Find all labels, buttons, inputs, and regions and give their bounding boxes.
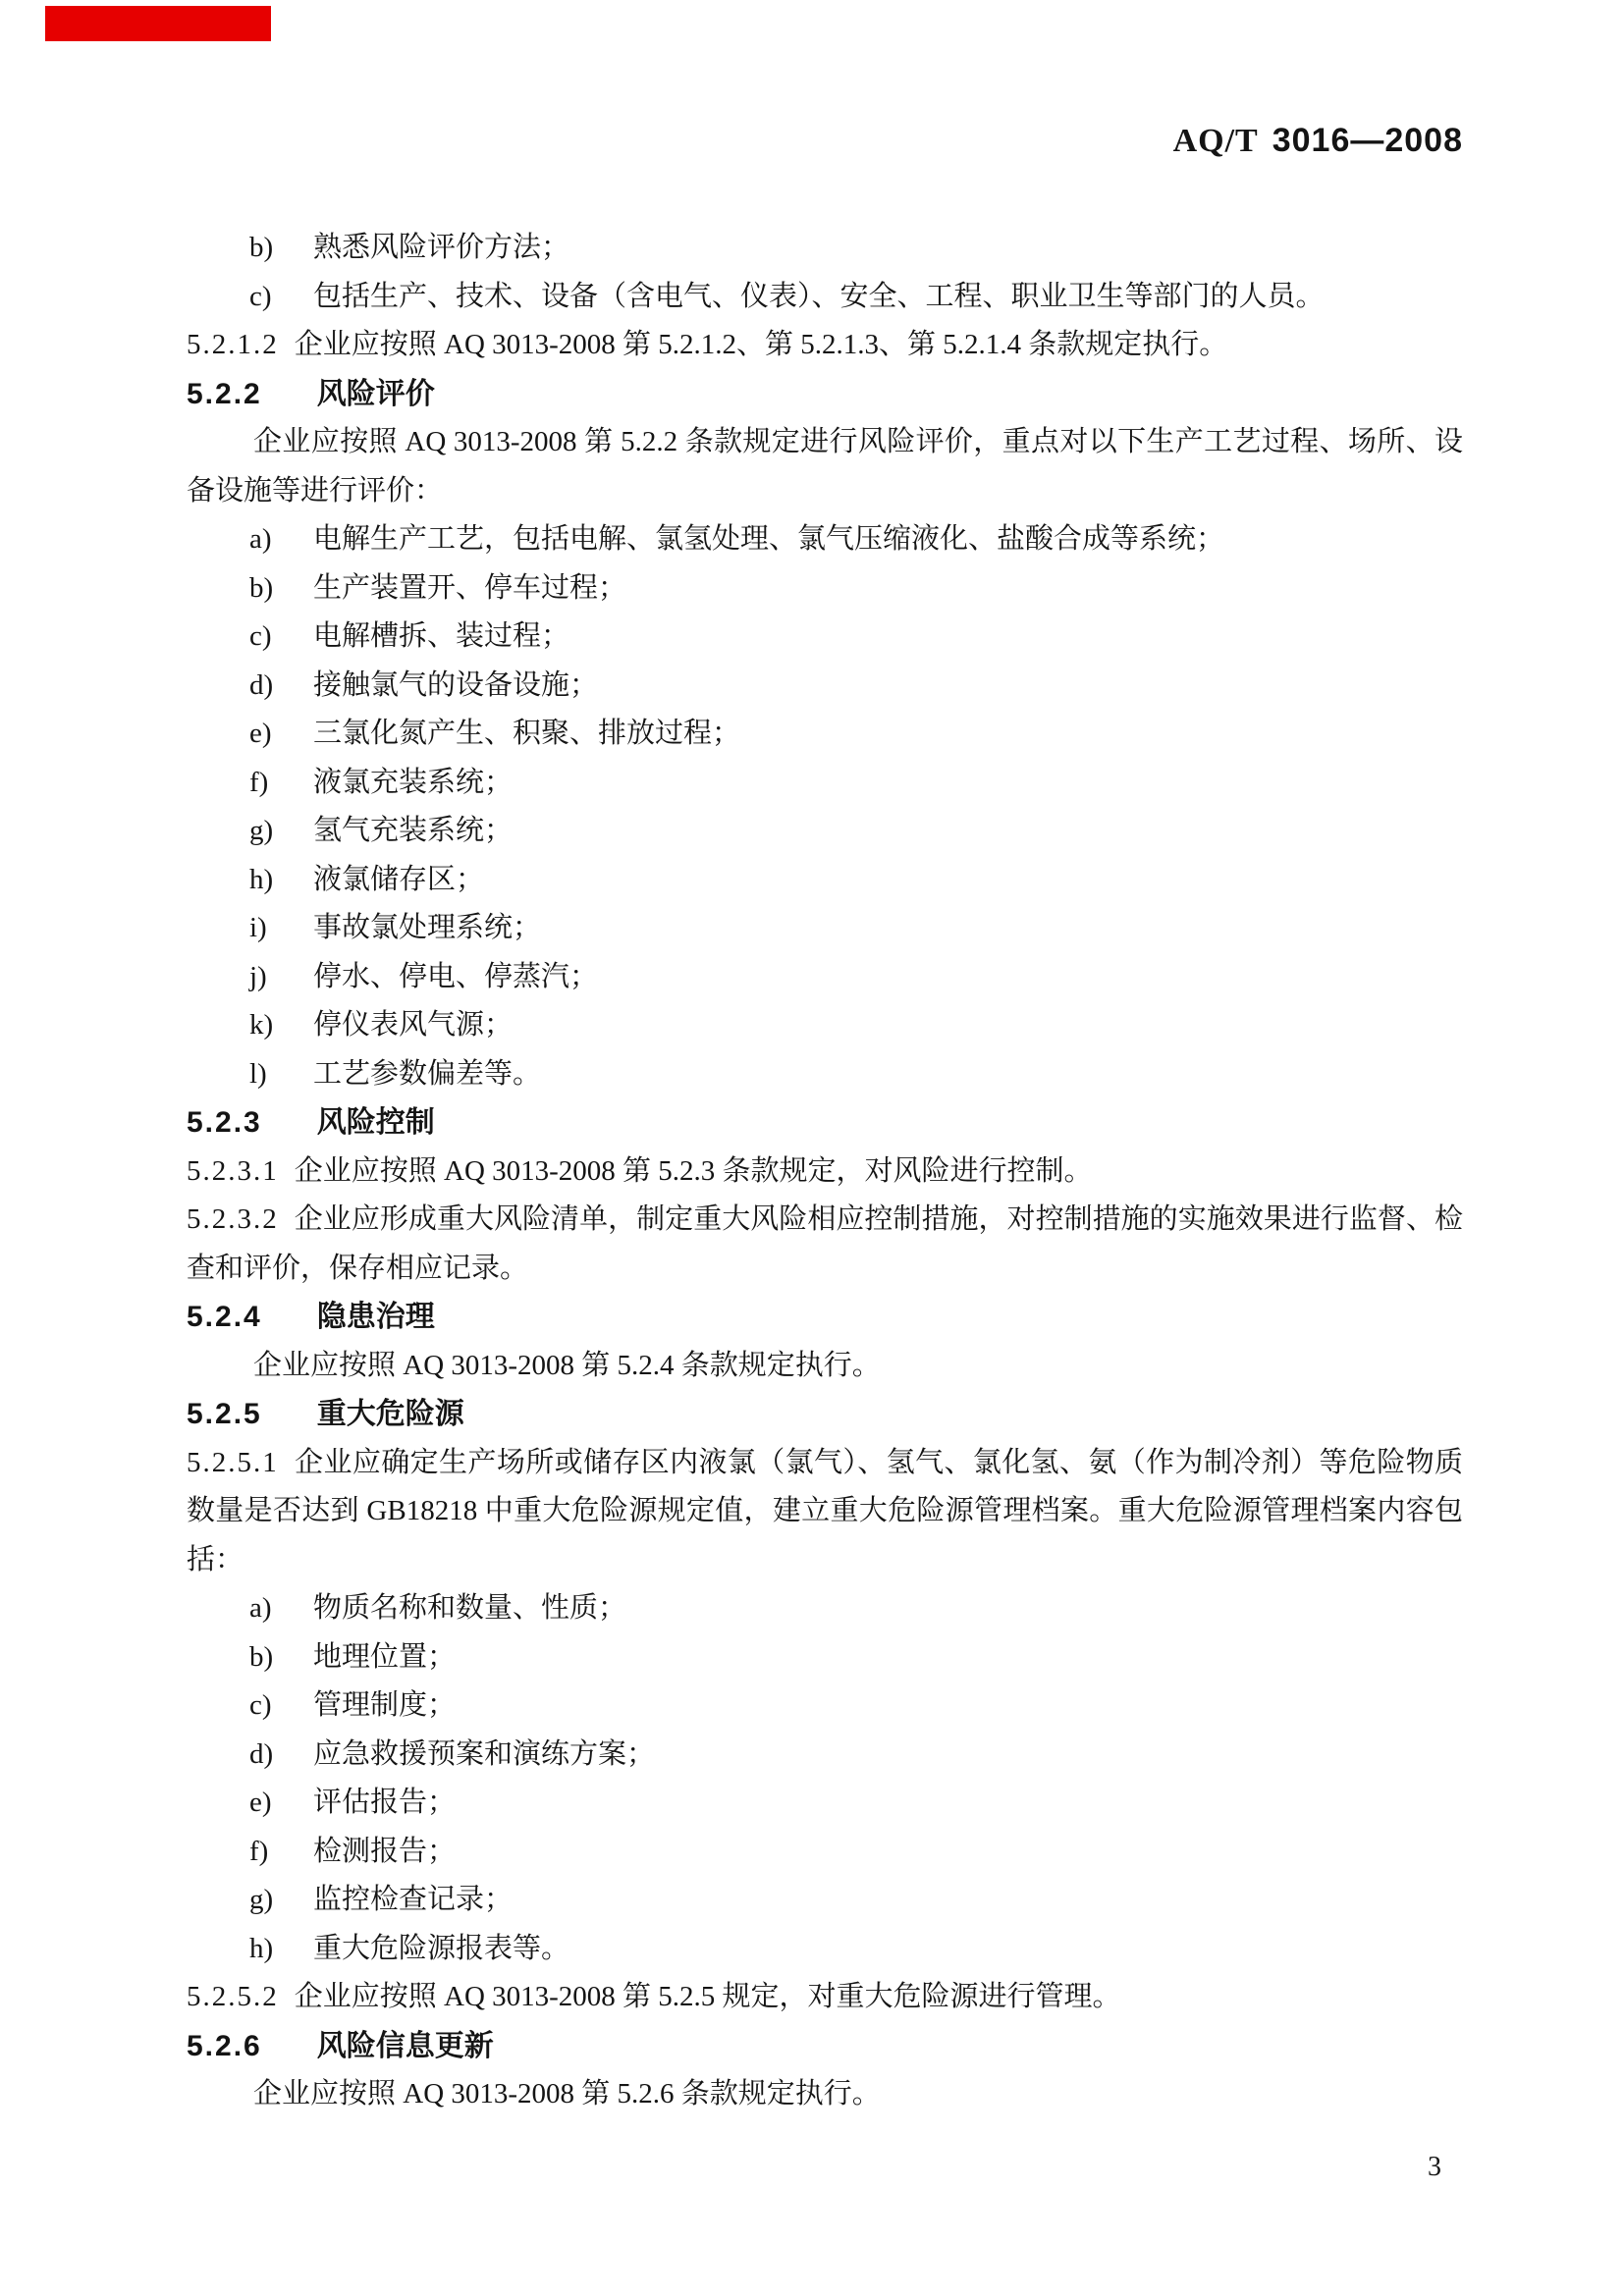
list-item	[187, 224, 1463, 273]
list-item	[187, 1633, 1463, 1682]
clause-number: 5.2.3.2	[187, 1203, 279, 1235]
list-item-letter: j)	[249, 960, 267, 992]
list-item-letter: g)	[249, 815, 274, 846]
section-heading-number: 5.2.3	[187, 1106, 262, 1139]
list-item-letter: e)	[249, 718, 272, 749]
list-item-text: 事故氯处理系统；	[313, 912, 542, 943]
list-item-letter: d)	[249, 668, 274, 701]
list-item	[187, 662, 1463, 711]
list-item-letter: i)	[249, 912, 267, 943]
list-item-letter: d)	[249, 1737, 274, 1770]
list-item-letter: h)	[249, 863, 274, 895]
section-heading	[187, 1098, 1463, 1148]
clause-paragraph	[187, 1148, 1463, 1197]
list-item-text: 管理制度；	[313, 1689, 457, 1721]
list-item-text: 氢气充装系统；	[313, 815, 514, 846]
list-item-text: 三氯化氮产生、积聚、排放过程；	[313, 718, 741, 749]
list-item-text: 工艺参数偏差等。	[313, 1057, 542, 1090]
list-item-text: 评估报告；	[313, 1787, 457, 1818]
list-item-letter: e)	[249, 1787, 272, 1818]
list-item-text: 监控检查记录；	[313, 1884, 514, 1915]
list-item-text: 物质名称和数量、性质；	[313, 1592, 627, 1624]
section-heading-title: 风险控制	[316, 1106, 435, 1139]
list-item-letter: c)	[249, 1689, 272, 1721]
list-item	[187, 1779, 1463, 1828]
list-item	[187, 1050, 1463, 1099]
list-item-text: 熟悉风险评价方法；	[313, 232, 570, 263]
section-heading	[187, 370, 1463, 419]
list-item-letter: l)	[249, 1057, 267, 1090]
clause-text: 企业应按照 AQ 3013-2008 第 5.2.3 条款规定，对风险进行控制。	[294, 1154, 1093, 1187]
list-item-letter: h)	[249, 1932, 274, 1964]
indented-paragraph: 企业应按照 AQ 3013-2008 第 5.2.2 条款规定进行风险评价，重点对以下生产工艺过程、场所、设备设施等进行评价：	[187, 426, 1463, 507]
list-item-letter: a)	[249, 523, 272, 555]
section-heading-title: 重大危险源	[316, 1398, 464, 1430]
list-item	[187, 904, 1463, 953]
list-item	[187, 1876, 1463, 1925]
clause-text: 企业应确定生产场所或储存区内液氯（氯气）、氢气、氯化氢、氨（作为制冷剂）等危险物质数量是否达到 GB18218 中重大危险源规定值，建立重大危险源管理档案。重大危险源管理档案内容包括：	[187, 1446, 1463, 1575]
list-item-letter: f)	[249, 766, 269, 798]
list-item	[187, 807, 1463, 856]
clause-text: 企业应按照 AQ 3013-2008 第 5.2.5 规定，对重大危险源进行管理。	[294, 1981, 1121, 2012]
section-heading	[187, 2022, 1463, 2071]
list-item-text: 液氯储存区；	[313, 863, 485, 895]
section-heading	[187, 1293, 1463, 1342]
list-item-letter: f)	[249, 1835, 269, 1867]
list-item-text: 包括生产、技术、设备（含电气、仪表）、安全、工程、职业卫生等部门的人员。	[313, 280, 1325, 312]
clause-paragraph	[187, 1196, 1463, 1293]
list-item-text: 地理位置；	[313, 1640, 457, 1673]
standard-code-number: 3016—2008	[1272, 122, 1463, 159]
clause-paragraph	[187, 321, 1463, 370]
document-body	[187, 224, 1463, 2119]
standard-code	[1173, 122, 1463, 160]
list-item-letter: b)	[249, 232, 274, 263]
clause-number: 5.2.3.1	[187, 1154, 279, 1187]
list-item	[187, 273, 1463, 322]
list-item-text: 停水、停电、停蒸汽；	[313, 960, 599, 992]
list-item-text: 停仪表风气源；	[313, 1009, 514, 1041]
list-item-letter: c)	[249, 620, 272, 652]
list-item	[187, 1001, 1463, 1050]
list-item-text: 应急救援预案和演练方案；	[313, 1737, 656, 1770]
list-item	[187, 515, 1463, 564]
list-item-letter: b)	[249, 571, 274, 604]
list-item	[187, 1925, 1463, 1974]
list-item-letter: c)	[249, 280, 272, 312]
page-number: 3	[1428, 2152, 1441, 2182]
list-item-text: 检测报告；	[313, 1835, 457, 1867]
list-item	[187, 1584, 1463, 1633]
clause-paragraph	[187, 1973, 1463, 2022]
list-item-text: 生产装置开、停车过程；	[313, 571, 627, 604]
list-item	[187, 564, 1463, 614]
list-item	[187, 1682, 1463, 1731]
section-heading	[187, 1390, 1463, 1439]
list-item	[187, 953, 1463, 1002]
section-heading-number: 5.2.5	[187, 1398, 262, 1430]
list-item	[187, 759, 1463, 808]
clause-text: 企业应按照 AQ 3013-2008 第 5.2.1.2、第 5.2.1.3、第 5.2.1.4 条款规定执行。	[294, 329, 1228, 360]
section-heading-title: 风险评价	[316, 377, 435, 410]
list-item-text: 电解槽拆、装过程；	[313, 620, 570, 652]
section-heading-title: 隐患治理	[316, 1301, 435, 1333]
list-item	[187, 1828, 1463, 1877]
list-item-text: 液氯充装系统；	[313, 766, 514, 798]
section-heading-title: 风险信息更新	[316, 2029, 494, 2062]
section-heading-number: 5.2.2	[187, 377, 262, 410]
list-item-letter: g)	[249, 1884, 274, 1915]
section-heading-number: 5.2.4	[187, 1301, 262, 1333]
clause-text: 企业应形成重大风险清单，制定重大风险相应控制措施，对控制措施的实施效果进行监督、检查和评价，保存相应记录。	[187, 1203, 1463, 1284]
standard-code-prefix: AQ/T	[1172, 123, 1259, 159]
list-item-text: 接触氯气的设备设施；	[313, 668, 599, 701]
clause-number: 5.2.5.1	[187, 1446, 279, 1478]
indented-paragraph: 企业应按照 AQ 3013-2008 第 5.2.4 条款规定执行。	[253, 1349, 881, 1381]
clause-number: 5.2.5.2	[187, 1981, 279, 2012]
red-mark	[45, 6, 271, 41]
list-item-letter: k)	[249, 1009, 274, 1041]
list-item	[187, 856, 1463, 905]
list-item	[187, 1731, 1463, 1780]
list-item	[187, 613, 1463, 662]
clause-number: 5.2.1.2	[187, 329, 279, 360]
section-heading-number: 5.2.6	[187, 2029, 262, 2062]
list-item-letter: b)	[249, 1640, 274, 1673]
list-item-letter: a)	[249, 1592, 272, 1624]
list-item-text: 重大危险源报表等。	[313, 1932, 570, 1964]
indented-paragraph: 企业应按照 AQ 3013-2008 第 5.2.6 条款规定执行。	[253, 2078, 881, 2109]
clause-paragraph	[187, 1439, 1463, 1585]
list-item	[187, 710, 1463, 759]
list-item-text: 电解生产工艺，包括电解、氯氢处理、氯气压缩液化、盐酸合成等系统；	[313, 523, 1225, 555]
